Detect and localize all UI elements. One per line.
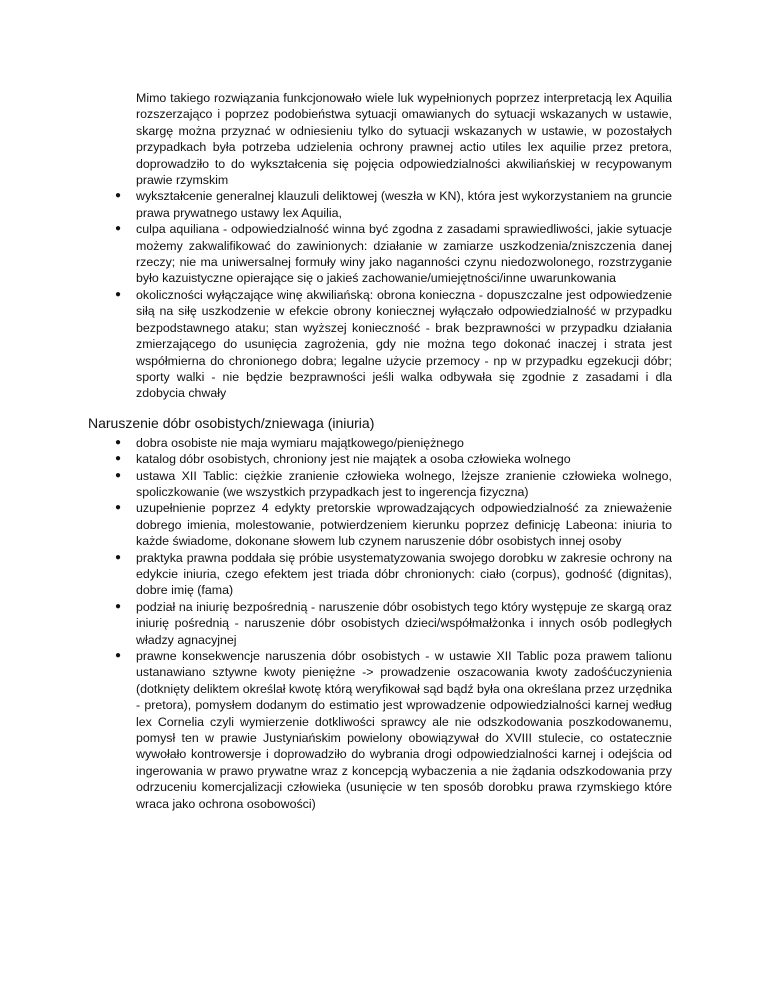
section-heading: Naruszenie dóbr osobistych/zniewaga (iniuria) [88, 414, 375, 431]
list-item [88, 287, 672, 402]
list-item-text: wykształcenie generalnej klauzuli deliktowej (weszła w KN), która jest wykorzystaniem na gruncie prawa prywatnego ustawy lex Aquilia, [136, 189, 672, 220]
document-content [88, 90, 672, 812]
bullet-list-iniuria [88, 435, 672, 812]
bullet-icon: ● [115, 551, 122, 563]
intro-paragraph: Mimo takiego rozwiązania funkcjonowało wiele luk wypełnionych poprzez interpretacją lex Aquilia rozszerzająco i poprzez podobieństwa sytuacji omawianych do sytuacji wskazanych w ustawie, skargę można przyznać w odniesieniu tylko do sytuacji wskazanych w ustawie, w pozostałych przypadkach była potrzeba udzielenia ochrony prawnej actio utiles lex aquilie przez pretora, doprowadziło to do wykształcenia się pojęcia odpowiedzialności akwiliańskiej w recypowanym prawie rzymskim [136, 91, 672, 188]
list-item [88, 468, 672, 501]
bullet-list-aquilia [88, 188, 672, 401]
bullet-icon: ● [115, 502, 122, 514]
list-item [88, 451, 672, 467]
list-item [88, 221, 672, 287]
list-item-text: podział na iniurię bezpośrednią - naruszenie dóbr osobistych tego który występuje ze skargą oraz iniurię pośrednią - naruszenie dóbr osobistych dzieci/współmałżonka i innych osób podległych władzy agnacyjnej [136, 599, 672, 647]
list-item [88, 500, 672, 549]
list-item [88, 648, 672, 812]
list-item-text: dobra osobiste nie maja wymiaru majątkowego/pieniężnego [136, 435, 464, 450]
list-item [88, 188, 672, 221]
list-item [88, 599, 672, 648]
list-item-text: prawne konsekwencje naruszenia dóbr osobistych - w ustawie XII Tablic poza prawem talionu ustanawiano sztywne kwoty pieniężne -> prowadzenie oszacowania kwoty zadośćuczynienia (dotknięty deliktem określał kwotę którą weryfikował sąd bądź była ona określana przez urzędnika - pretora), pomysłem dodanym do estimatio jest wprowadzenie odpowiedzialności karnej według lex Cornelia czyli wymierzenie dotkliwości sprawcy ale nie odszkodowania poszkodowanemu, pomysł ten w prawie Justyniańskim powielony obowiązywał do XVIII stulecie, co ostatecznie wywołało kontrowersje i doprowadziło do wybrania drogi odpowiedzialności karnej i odejścia od ingerowania w prawo prywatne wraz z koncepcją wybaczenia a nie żądania odszkodowania przy odrzuceniu komercjalizacji człowieka (usunięcie w ten sposób dorobku prawa rzymskiego które wraca jako ochrona osobowości) [136, 649, 672, 811]
list-item-text: uzupełnienie poprzez 4 edykty pretorskie wprowadzających odpowiedzialność za znieważenie dobrego imienia, molestowanie, potwierdzeniem kierunku poprzez definicję Labeona: iniuria to każde świadome, dokonane słowem lub czynem naruszenie dóbr osobistych innej osoby [136, 501, 672, 549]
list-item-text: praktyka prawna poddała się próbie usystematyzowania swojego dorobku w zakresie ochrony na edykcie iniuria, czego efektem jest triada dóbr chronionych: ciało (corpus), godność (dignitas), dobre imię (fama) [136, 550, 672, 598]
list-item [88, 550, 672, 599]
bullet-icon: ● [115, 190, 122, 202]
bullet-icon: ● [115, 650, 122, 661]
bullet-icon: ● [115, 600, 122, 612]
bullet-icon: ● [115, 436, 122, 448]
list-item-text: ustawa XII Tablic: ciężkie zranienie człowieka wolnego, lżejsze zranienie człowieka wolnego, spoliczkowanie (we wszystkich przypadkach jest to ingerencja fizyczna) [136, 468, 672, 499]
bullet-icon: ● [115, 453, 122, 465]
list-item-text: katalog dóbr osobistych, chroniony jest nie majątek a osoba człowieka wolnego [136, 452, 571, 467]
list-item-text: okoliczności wyłączające winę akwiliańską: obrona konieczna - dopuszczalne jest odpowiedzenie siłą na siłę uszkodzenie w efekcie obrony koniecznej wyłączało odpowiedzialność w przypadku bezpodstawnego ataku; stan wyższej konieczność - brak bezprawności w przypadku działania zmierzającego do usunięcia zagrożenia, gdy nie można tego dokonać inaczej i strata jest współmierna do chronionego dobra; legalne użycie przemocy - np w przypadku egzekucji dóbr; sporty walki - nie będzie bezprawności jeśli walka odbywała się zgodnie z zasadami i dla zdobycia chwały [136, 287, 672, 401]
list-item-text: culpa aquiliana - odpowiedzialność winna być zgodna z zasadami sprawiedliwości, jakie sytuacje możemy zakwalifikować do zawinionych: działanie w zamiarze uszkodzenia/zniszczenia danej rzeczy; nie ma uniwersalnej formuły winy jako naganności czynu niedozwolonego, rozstrzyganie było kazuistyczne opierające się o jakieś zachowanie/umiejętności/inne uwarunkowania [136, 222, 672, 286]
bullet-icon: ● [115, 288, 122, 300]
bullet-icon: ● [115, 469, 122, 481]
bullet-icon: ● [115, 223, 122, 235]
list-item [88, 435, 672, 451]
